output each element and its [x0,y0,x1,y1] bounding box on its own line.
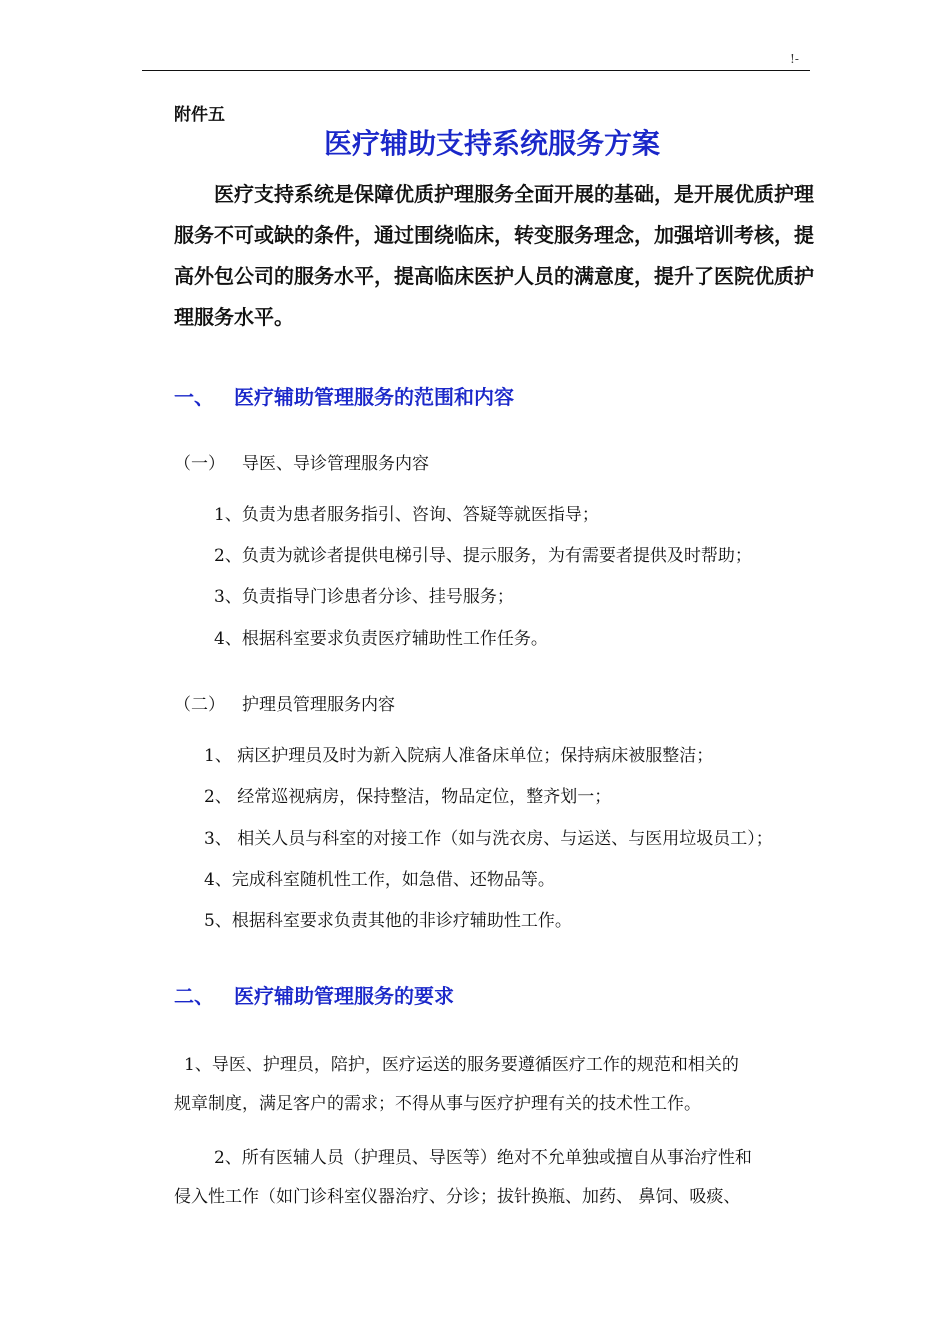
section-heading-1 [174,381,514,410]
list-item: 2、负责为就诊者提供电梯引导、提示服务，为有需要者提供及时帮助； [214,546,752,566]
requirement-paragraph-2 [174,1139,814,1217]
subsection-title: 护理员管理服务内容 [242,695,395,715]
subsection-number: （二） [174,695,225,715]
intro-paragraph: 医疗支持系统是保障优质护理服务全面开展的基础，是开展优质护理服务不可或缺的条件，通过围绕临床，转变服务理念，加强培训考核，提高外包公司的服务水平，提高临床医护人员的满意度，提升了医院优质护理服务水平。 [174,182,814,329]
section-title: 医疗辅助管理服务的范围和内容 [234,385,514,409]
header-rule [142,70,810,71]
header-mark: !- [790,52,799,66]
section-title: 医疗辅助管理服务的要求 [234,984,454,1008]
requirement-paragraph-1 [174,1046,814,1124]
subsection-heading-1 [174,449,429,474]
list-item: 1、 病区护理员及时为新入院病人准备床单位；保持病床被服整洁； [204,746,714,766]
section-number: 一、 [174,385,214,409]
list-item: 3、 相关人员与科室的对接工作（如与洗衣房、与运送、与医用垃圾员工）； [204,829,773,849]
list-item: 2、 经常巡视病房，保持整洁，物品定位，整齐划一； [204,787,612,807]
subsection-title: 导医、导诊管理服务内容 [242,454,429,474]
section-heading-2 [174,980,454,1009]
subsection-heading-2 [174,690,395,715]
list-item: 4、完成科室随机性工作，如急借、还物品等。 [204,870,555,890]
paragraph-line: 规章制度，满足客户的需求；不得从事与医疗护理有关的技术性工作。 [174,1094,701,1114]
document-title: 医疗辅助支持系统服务方案 [323,127,660,160]
list-item: 1、负责为患者服务指引、咨询、答疑等就医指导； [214,505,599,525]
paragraph-line: 2、所有医辅人员（护理员、导医等）绝对不允单独或擅自从事治疗性和 [214,1148,752,1168]
attachment-label: 附件五 [174,105,225,125]
paragraph-line: 侵入性工作（如门诊科室仪器治疗、分诊；拔针换瓶、加药、 鼻饲、吸痰、 [174,1187,741,1207]
list-item: 3、负责指导门诊患者分诊、挂号服务； [214,587,514,607]
list-item: 4、根据科室要求负责医疗辅助性工作任务。 [214,629,548,649]
section-number: 二、 [174,984,214,1008]
subsection-number: （一） [174,454,225,474]
list-item: 5、根据科室要求负责其他的非诊疗辅助性工作。 [204,911,572,931]
paragraph-line: 1、导医、护理员，陪护，医疗运送的服务要遵循医疗工作的规范和相关的 [184,1055,739,1075]
